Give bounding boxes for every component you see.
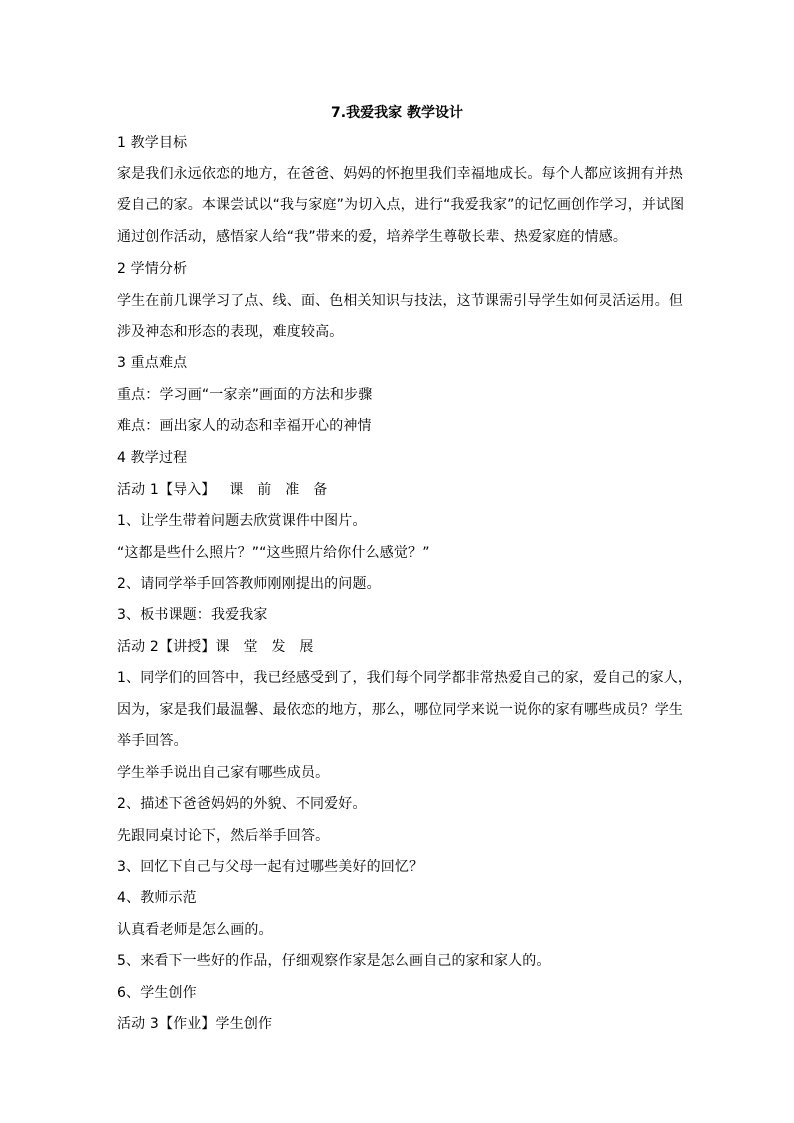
paragraph-line: 举手回答。 <box>117 733 188 749</box>
paragraph-line: 重点：学习画“一家亲”画面的方法和步骤 <box>117 387 373 403</box>
paragraph-line: 1、让学生带着问题去欣赏课件中图片。 <box>117 513 367 529</box>
section-heading-key-points: 3 重点难点 <box>117 355 188 371</box>
paragraph-line: 涉及神态和形态的表现，难度较高。 <box>117 324 344 340</box>
paragraph-line: 5、来看下一些好的作品，仔细观察作家是怎么画自己的家和家人的。 <box>117 953 551 969</box>
section-heading-analysis: 2 学情分析 <box>117 261 188 277</box>
paragraph-line: 通过创作活动，感悟家人给“我”带来的爱，培养学生尊敬长辈、热爱家庭的情感。 <box>117 229 628 245</box>
paragraph-line: 1、同学们的回答中，我已经感受到了，我们每个同学都非常热爱自己的家，爱自己的家人， <box>117 670 693 686</box>
paragraph-line: 3、板书课题：我爱我家 <box>117 607 268 623</box>
paragraph-line: 2、描述下爸爸妈妈的外貌、不同爱好。 <box>117 796 367 812</box>
paragraph-line: 2、请同学举手回答教师刚刚提出的问题。 <box>117 576 381 592</box>
paragraph-line: 认真看老师是怎么画的。 <box>117 922 273 938</box>
activity-heading-3: 活动 3【作业】学生创作 <box>117 1016 273 1032</box>
paragraph-line: 因为，家是我们最温馨、最依恋的地方，那么，哪位同学来说一说你的家有哪些成员？学生 <box>117 702 683 718</box>
paragraph-line: 家是我们永远依恋的地方，在爸爸、妈妈的怀抱里我们幸福地成长。每个人都应该拥有并热 <box>117 166 683 182</box>
paragraph-line: 4、教师示范 <box>117 890 197 906</box>
paragraph-line: 学生在前几课学习了点、线、面、色相关知识与技法，这节课需引导学生如何灵活运用。但 <box>117 293 683 309</box>
paragraph-line: 3、回忆下自己与父母一起有过哪些美好的回忆？ <box>117 859 424 875</box>
paragraph-line: “这都是些什么照片？”“这些照片给你什么感觉？” <box>117 545 430 561</box>
paragraph-line: 难点：画出家人的动态和幸福开心的神情 <box>117 418 372 434</box>
section-heading-objectives: 1 教学目标 <box>117 135 188 151</box>
paragraph-line: 先跟同桌讨论下，然后举手回答。 <box>117 828 330 844</box>
paragraph-line: 学生举手说出自己家有哪些成员。 <box>117 765 330 781</box>
activity-heading-1: 活动 1【导入】 课 前 准 备 <box>117 482 328 498</box>
activity-heading-2: 活动 2【讲授】课 堂 发 展 <box>117 639 314 655</box>
paragraph-line: 爱自己的家。本课尝试以“我与家庭”为切入点，进行“我爱我家”的记忆画创作学习，并试图 <box>117 197 685 213</box>
document-title: 7.我爱我家 教学设计 <box>331 105 463 121</box>
section-heading-process: 4 教学过程 <box>117 450 188 466</box>
paragraph-line: 6、学生创作 <box>117 985 197 1001</box>
